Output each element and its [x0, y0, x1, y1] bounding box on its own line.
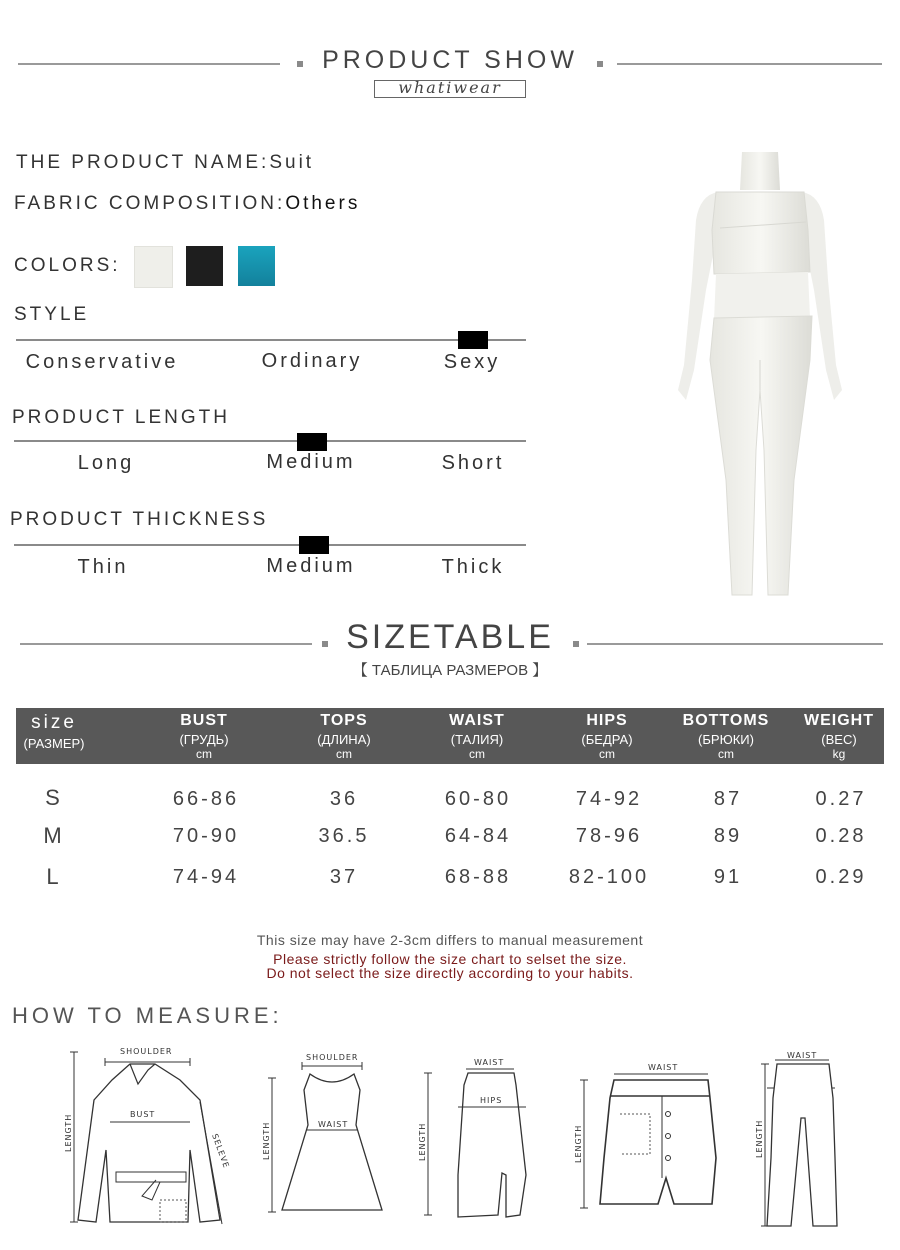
- note-habits: Do not select the size directly according to your habits.: [266, 965, 634, 981]
- row-l-bottoms: 91: [713, 866, 743, 888]
- thickness-label: PRODUCT THICKNESS: [10, 509, 269, 530]
- shoulder-label-dress: SHOULDER: [306, 1053, 359, 1062]
- color-swatch-black[interactable]: [186, 246, 223, 286]
- skirt-measure-icon: [410, 1055, 540, 1225]
- waist-label-skirt: WAIST: [474, 1058, 505, 1067]
- thickness-option-thin: Thin: [77, 556, 129, 578]
- pants-measure-icon: [745, 1048, 855, 1233]
- shorts-measure-icon: [570, 1058, 750, 1213]
- color-swatch-white[interactable]: [134, 246, 173, 288]
- shoulder-label: SHOULDER: [120, 1047, 173, 1056]
- color-swatch-blue[interactable]: [238, 246, 275, 286]
- row-s-size: S: [45, 785, 63, 810]
- thickness-selected-marker: [299, 536, 329, 554]
- length-label-skirt: LENGTH: [418, 1122, 427, 1161]
- length-option-short: Short: [441, 452, 505, 474]
- hips-label-skirt: HIPS: [480, 1096, 503, 1105]
- row-m-tops: 36.5: [318, 825, 370, 847]
- style-scale-line: [16, 339, 526, 341]
- product-name-row: [16, 152, 314, 174]
- sizetable-rule-right: [587, 643, 883, 645]
- row-l-weight: 0.29: [815, 866, 867, 888]
- style-option-sexy: Sexy: [443, 351, 501, 373]
- thickness-option-thick: Thick: [441, 556, 505, 578]
- sizetable-title: SIZETABLE: [346, 618, 554, 656]
- length-option-long: Long: [77, 452, 135, 474]
- colors-label: COLORS:: [14, 255, 121, 276]
- row-m-waist: 64-84: [444, 825, 512, 847]
- length-label: PRODUCT LENGTH: [12, 407, 230, 428]
- header-bust: BUST (ГРУДЬ) cm: [179, 712, 229, 761]
- product-name-value: Suit: [269, 152, 315, 173]
- how-to-measure-title: HOW TO MEASURE:: [12, 1003, 283, 1028]
- style-label: STYLE: [14, 304, 90, 325]
- header-bullet-right: [597, 61, 603, 67]
- sleeve-label: SELEVE: [210, 1132, 231, 1170]
- row-m-bust: 70-90: [172, 825, 240, 847]
- row-s-bottoms: 87: [713, 788, 743, 810]
- row-s-waist: 60-80: [444, 788, 512, 810]
- style-option-conservative: Conservative: [25, 351, 179, 373]
- sizetable-bullet-left: [322, 641, 328, 647]
- length-label-pants: LENGTH: [755, 1119, 764, 1158]
- row-m-size: M: [43, 823, 65, 848]
- length-label-shorts: LENGTH: [574, 1124, 583, 1163]
- header-tops: TOPS (ДЛИНА) cm: [317, 712, 371, 761]
- length-label-dress: LENGTH: [262, 1121, 271, 1160]
- sizetable-rule-left: [20, 643, 312, 645]
- header-hips: HIPS (БЕДРА) cm: [581, 712, 633, 761]
- brand-name: whatiwear: [398, 78, 502, 97]
- product-photo: [660, 150, 860, 598]
- length-selected-marker: [297, 433, 327, 451]
- header-rule-right: [617, 63, 882, 65]
- note-measurement-diff: This size may have 2-3cm differs to manual measurement: [256, 932, 644, 948]
- row-s-hips: 74-92: [575, 788, 643, 810]
- waist-label-pants: WAIST: [787, 1051, 818, 1060]
- waist-label-dress: WAIST: [318, 1120, 349, 1129]
- sizetable-bullet-right: [573, 641, 579, 647]
- row-l-tops: 37: [329, 866, 359, 888]
- row-m-hips: 78-96: [575, 825, 643, 847]
- bust-label: BUST: [130, 1110, 156, 1119]
- row-l-waist: 68-88: [444, 866, 512, 888]
- note-follow-chart: Please strictly follow the size chart to selset the size.: [273, 951, 627, 967]
- style-option-ordinary: Ordinary: [261, 350, 363, 372]
- row-s-weight: 0.27: [815, 788, 867, 810]
- header-waist: WAIST (ТАЛИЯ) cm: [449, 712, 505, 761]
- waist-label-shorts: WAIST: [648, 1063, 679, 1072]
- jacket-measure-icon: [60, 1040, 240, 1230]
- dress-measure-icon: [258, 1050, 388, 1225]
- row-l-bust: 74-94: [172, 866, 240, 888]
- row-m-weight: 0.28: [815, 825, 867, 847]
- length-label-jacket: LENGTH: [64, 1113, 73, 1152]
- row-s-bust: 66-86: [172, 788, 240, 810]
- row-m-bottoms: 89: [713, 825, 743, 847]
- thickness-option-medium: Medium: [266, 555, 356, 577]
- length-option-medium: Medium: [266, 451, 356, 473]
- fabric-label: FABRIC COMPOSITION:: [14, 193, 286, 214]
- style-selected-marker: [458, 331, 488, 349]
- row-l-size: L: [46, 864, 62, 889]
- header-bullet-left: [297, 61, 303, 67]
- header-size: size (РАЗМЕР): [23, 712, 85, 751]
- page-title: PRODUCT SHOW: [322, 46, 578, 74]
- header-weight: WEIGHT (ВЕС) kg: [804, 712, 874, 761]
- product-name-label: THE PRODUCT NAME:: [16, 152, 270, 173]
- thickness-scale-line: [14, 544, 526, 546]
- fabric-value: Others: [285, 193, 361, 214]
- row-l-hips: 82-100: [568, 866, 650, 888]
- length-scale-line: [14, 440, 526, 442]
- header-rule-left: [18, 63, 280, 65]
- row-s-tops: 36: [329, 788, 359, 810]
- header-bottoms: BOTTOMS (БРЮКИ) cm: [682, 712, 770, 761]
- sizetable-subtitle: 【 ТАБЛИЦА РАЗМЕРОВ 】: [352, 662, 548, 679]
- fabric-row: [14, 193, 360, 215]
